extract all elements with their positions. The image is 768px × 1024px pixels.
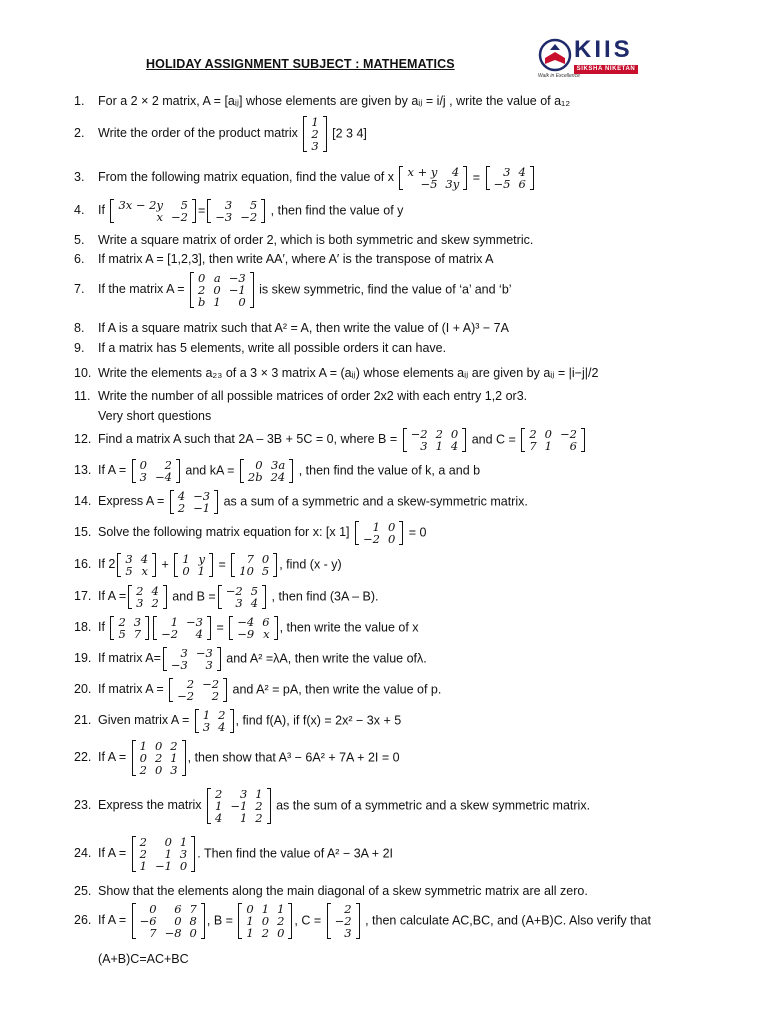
question-text: From the following matrix equation, find the value of x (98, 170, 394, 185)
question-5 (74, 233, 533, 248)
matrix-cell: 7 (246, 552, 254, 566)
question-tail: , then show that A³ − 6A² + 7A + 2I = 0 (187, 750, 400, 765)
matrix-cell: 2 (344, 902, 352, 916)
matrix-cell: −2 (202, 677, 220, 691)
question-text: Given matrix A = (98, 713, 190, 728)
question-text: If 2 (98, 557, 116, 572)
question-26-continuation: (A+B)C=AC+BC (98, 952, 189, 966)
matrix-cell: 2 (255, 811, 263, 825)
matrix-cell: 3 (224, 198, 233, 212)
matrix-cell: 2 (154, 751, 163, 765)
question-tail: and A² = pA, then write the value of p. (232, 682, 442, 697)
matrix-cell: −2 (410, 427, 428, 441)
question-number: 21. (74, 713, 92, 728)
question-tail: . Then find the value of A² − 3A + 2I (197, 846, 393, 861)
matrix-cell: y (198, 552, 205, 566)
matrix-cell: 0 (387, 532, 396, 546)
question-number: 9. (74, 341, 85, 355)
matrix-cell: 0 (174, 914, 182, 928)
question-11 (74, 389, 527, 404)
matrix (355, 521, 403, 545)
question-number: 19. (74, 651, 92, 666)
matrix-cell: −3 (193, 489, 211, 503)
matrix-cell: 1 (213, 295, 221, 309)
matrix-cell: 0 (149, 902, 157, 916)
matrix-cell: 6 (262, 615, 270, 629)
matrix-cell: 0 (387, 520, 396, 534)
question-number: 25. (74, 884, 92, 898)
matrix-cell: 3a (271, 458, 286, 472)
matrix (132, 740, 186, 776)
matrix-cell: 2 (139, 847, 147, 861)
section-subheading: Very short questions (98, 409, 212, 423)
question-number: 4. (74, 203, 85, 218)
matrix-cell: −3 (195, 646, 213, 660)
question-10 (74, 366, 598, 381)
matrix (207, 788, 271, 824)
matrix (327, 903, 360, 939)
matrix-cell: 5 (125, 564, 133, 578)
matrix-cell: −1 (230, 799, 248, 813)
matrix (231, 553, 277, 577)
matrix-cell: 2 (211, 689, 220, 703)
matrix-cell: 0 (189, 926, 197, 940)
matrix-cell: −3 (186, 615, 203, 629)
matrix-cell: 2 (529, 427, 537, 441)
matrix-cell: 2 (277, 914, 285, 928)
matrix-cell: 1 (261, 902, 270, 916)
matrix-cell: 2 (139, 763, 147, 777)
question-text: If A = (98, 589, 127, 604)
question-text: If A is a square matrix such that A² = A, then write the value of (I + A)³ − 7A (98, 321, 509, 335)
matrix-cell: 3 (180, 646, 188, 660)
book-shield-icon (538, 38, 572, 74)
question-number: 20. (74, 682, 92, 697)
question-text: Write the number of all possible matrices of order 2x2 with each entry 1,2 or3. (98, 389, 528, 403)
question-text: Solve the following matrix equation for x: [x 1] (98, 525, 350, 540)
matrix-cell: 0 (182, 564, 190, 578)
matrix-cell: −9 (237, 627, 255, 641)
matrix-cell: 3 (311, 139, 319, 153)
matrix-cell: 2 (118, 615, 126, 629)
matrix-cell: 1 (246, 926, 254, 940)
question-9 (74, 341, 446, 356)
matrix-cell: 7 (529, 439, 537, 453)
matrix-cell: −2 (177, 689, 195, 703)
matrix-cell: 0 (179, 859, 188, 873)
question-connector: , B = (206, 913, 233, 928)
question-number: 1. (74, 94, 85, 108)
question-25 (74, 884, 588, 899)
question-3 (74, 166, 536, 190)
matrix (163, 647, 221, 671)
matrix (403, 428, 467, 452)
matrix-cell: 5 (180, 198, 188, 212)
question-number: 24. (74, 846, 92, 861)
matrix-cell: 2 (186, 677, 195, 691)
question-number: 2. (74, 126, 85, 141)
question-20 (74, 678, 441, 702)
matrix (486, 166, 534, 190)
question-18 (74, 616, 419, 640)
matrix-cell: 5 (261, 564, 270, 578)
matrix-cell: 1 (246, 914, 254, 928)
question-text: If a matrix has 5 elements, write all possible orders it can have. (98, 341, 447, 355)
matrix (174, 553, 213, 577)
matrix-cell: x (156, 210, 163, 224)
matrix-cell: 6 (174, 902, 182, 916)
matrix (190, 272, 254, 308)
question-number: 14. (74, 494, 92, 509)
matrix-cell: 0 (139, 751, 147, 765)
question-tail: is skew symmetric, find the value of ‘a’ and ‘b’ (259, 282, 512, 297)
question-text: Write a square matrix of order 2, which is both symmetric and skew symmetric. (98, 233, 534, 247)
question-14 (74, 490, 528, 514)
question-2 (74, 116, 367, 152)
question-4: 4. If 3x − 2y 5 x −2 = 3 5 −3 −2 , then find the value of y (74, 198, 404, 224)
matrix-cell: 4 (140, 552, 149, 566)
question-text: If matrix A= (98, 651, 161, 666)
matrix-cell: 1 (202, 708, 211, 722)
matrix-cell: 7 (189, 902, 197, 916)
question-text: For a 2 × 2 matrix, A = [aᵢⱼ] whose elements are given by aᵢⱼ = i/j , write the value of a₁₂ (98, 94, 571, 108)
question-number: 17. (74, 589, 92, 604)
matrix-cell: 3 (170, 763, 178, 777)
matrix-cell: −4 (154, 470, 172, 484)
question-number: 6. (74, 252, 85, 266)
page-title: HOLIDAY ASSIGNMENT SUBJECT : MATHEMATICS (146, 57, 455, 71)
question-8 (74, 321, 509, 336)
matrix-cell: 3 (139, 470, 147, 484)
matrix-cell: 3 (344, 926, 352, 940)
question-text: Write the order of the product matrix (98, 126, 298, 141)
matrix (110, 199, 196, 223)
question-number: 5. (74, 233, 85, 247)
matrix-cell: 4 (151, 584, 159, 598)
matrix-cell: −2 (161, 627, 179, 641)
question-tail: , then find (3A – B). (271, 589, 379, 604)
logo-band: SIKSHA NIKETAN (574, 65, 638, 74)
matrix (170, 490, 218, 514)
matrix (303, 116, 326, 152)
matrix-cell: 1 (139, 859, 147, 873)
matrix-cell: 5 (118, 627, 126, 641)
matrix (195, 709, 234, 733)
matrix-cell: −3 (228, 271, 246, 285)
question-text: Express the matrix (98, 798, 202, 813)
question-text: Find a matrix A such that 2A – 3B + 5C = 0, where B = (98, 432, 398, 447)
matrix-cell: 0 (154, 763, 163, 777)
matrix-cell: 0 (246, 902, 254, 916)
matrix-cell: x (141, 564, 149, 578)
equals-sign: = (472, 170, 481, 185)
matrix-cell: −2 (225, 584, 243, 598)
question-number: 15. (74, 525, 92, 540)
plus-sign: + (161, 557, 169, 572)
matrix-cell: 4 (177, 489, 186, 503)
matrix (132, 459, 180, 483)
question-text: Express A = (98, 494, 165, 509)
matrix-cell: −3 (170, 658, 188, 672)
matrix-cell: 1 (179, 835, 188, 849)
matrix (110, 616, 149, 640)
matrix-cell: 1 (239, 811, 248, 825)
question-text: If A = (98, 913, 127, 928)
question-text: Write the elements a₂₃ of a 3 × 3 matrix A = (aᵢⱼ) whose elements aᵢⱼ are given by aᵢⱼ = |i−j|/2 (98, 366, 599, 380)
question-number: 26. (74, 913, 92, 928)
matrix-cell: 2 (198, 283, 206, 297)
matrix-cell: −2 (240, 210, 258, 224)
matrix (229, 616, 277, 640)
question-13 (74, 459, 480, 483)
matrix-cell: 4 (218, 720, 226, 734)
matrix-cell: 4 (195, 627, 203, 641)
matrix-cell: 4 (250, 596, 259, 610)
matrix-cell: −6 (139, 914, 157, 928)
matrix-cell: −1 (228, 283, 246, 297)
question-text: If A = (98, 750, 127, 765)
matrix-cell: 0 (255, 458, 263, 472)
matrix-cell: 5 (249, 198, 258, 212)
matrix-cell: 0 (198, 271, 206, 285)
matrix-cell: 1 (311, 115, 319, 129)
matrix-cell: x + y (407, 165, 438, 179)
matrix-cell: 2 (151, 596, 159, 610)
matrix-cell: 7 (149, 926, 157, 940)
matrix-cell: 24 (270, 470, 286, 484)
matrix-cell: 0 (544, 427, 552, 441)
equals-sign: = (218, 557, 226, 572)
matrix (399, 166, 467, 190)
matrix-cell: −2 (560, 427, 577, 441)
matrix-cell: 1 (164, 847, 172, 861)
matrix-cell: b (197, 295, 206, 309)
matrix-cell: 3 (179, 847, 188, 861)
question-number: 23. (74, 798, 92, 813)
matrix (117, 553, 156, 577)
matrix-cell: 1 (372, 520, 380, 534)
question-text: If (98, 620, 105, 635)
school-logo (538, 38, 642, 82)
question-23 (74, 788, 590, 824)
matrix-cell: 3 (239, 787, 248, 801)
matrix (238, 903, 292, 939)
matrix-cell: 7 (133, 627, 142, 641)
matrix-cell: −8 (164, 926, 182, 940)
question-15 (74, 521, 427, 545)
matrix-cell: −2 (334, 914, 352, 928)
matrix-cell: 0 (261, 552, 270, 566)
matrix (218, 585, 266, 609)
question-connector: and kA = (185, 463, 235, 478)
matrix-cell: −4 (237, 615, 255, 629)
question-text: If matrix A = [1,2,3], then write AA′, where A′ is the transpose of matrix A (98, 252, 494, 266)
question-text: If matrix A = (98, 682, 164, 697)
matrix-cell: 2 (215, 787, 223, 801)
question-number: 8. (74, 321, 85, 335)
equals-sign: = (216, 620, 224, 635)
matrix-cell: 3 (133, 615, 142, 629)
matrix-cell: 0 (164, 835, 172, 849)
matrix (128, 585, 167, 609)
question-17 (74, 585, 379, 609)
matrix (132, 836, 196, 872)
question-6 (74, 252, 494, 267)
matrix-cell: 1 (544, 439, 552, 453)
matrix-cell: 3 (503, 165, 511, 179)
matrix-cell: 0 (450, 427, 459, 441)
question-number: 18. (74, 620, 92, 635)
matrix-cell: 0 (277, 926, 285, 940)
question-number: 11. (74, 389, 91, 403)
row-matrix: [2 3 4] (332, 126, 367, 141)
matrix-cell: −5 (420, 177, 438, 191)
matrix-cell: −1 (154, 859, 172, 873)
question-text: Show that the elements along the main diagonal of a skew symmetric matrix are all zero. (98, 884, 588, 898)
matrix (153, 616, 211, 640)
matrix-cell: 2 (435, 427, 443, 441)
matrix (521, 428, 585, 452)
question-tail: , find (x - y) (279, 557, 342, 572)
matrix-cell: 1 (182, 552, 190, 566)
matrix-cell: x (263, 627, 270, 641)
matrix-cell: 3y (445, 177, 460, 191)
matrix-cell: −2 (363, 532, 380, 546)
matrix-cell: 5 (250, 584, 259, 598)
matrix-cell: 2 (218, 708, 226, 722)
question-1 (74, 94, 570, 109)
matrix-cell: 4 (450, 439, 459, 453)
logo-text: KIIS (574, 36, 633, 63)
matrix-cell: −2 (171, 210, 188, 224)
matrix-cell: a (213, 271, 221, 285)
question-22 (74, 740, 400, 776)
question-number: 22. (74, 750, 92, 765)
matrix-cell: 3 (202, 720, 211, 734)
matrix (207, 199, 265, 223)
matrix-cell: 3x − 2y (118, 198, 163, 212)
matrix-cell: 0 (154, 739, 163, 753)
matrix-cell: 1 (277, 902, 285, 916)
logo-tagline: Walk in Excellence (538, 73, 580, 79)
question-connector: , C = (294, 913, 322, 928)
question-tail: , find f(A), if f(x) = 2x² − 3x + 5 (235, 713, 402, 728)
matrix-cell: 6 (569, 439, 577, 453)
question-16 (74, 553, 342, 577)
matrix-cell: 2 (311, 127, 319, 141)
matrix-cell: 1 (197, 564, 205, 578)
matrix-cell: 2 (261, 926, 270, 940)
matrix-cell: 0 (139, 458, 147, 472)
matrix-cell: 10 (239, 564, 254, 578)
question-text: If the matrix A = (98, 282, 185, 297)
matrix-cell: 2 (164, 458, 172, 472)
matrix-cell: 4 (215, 811, 223, 825)
matrix-cell: 1 (170, 751, 178, 765)
matrix-cell: 8 (189, 914, 197, 928)
matrix-cell: 0 (238, 295, 246, 309)
question-number: 3. (74, 170, 85, 185)
matrix-cell: 6 (518, 177, 526, 191)
question-connector: and C = (471, 432, 516, 447)
matrix-cell: 1 (170, 615, 179, 629)
matrix-cell: 2 (139, 835, 147, 849)
question-number: 13. (74, 463, 92, 478)
matrix-cell: 2b (247, 470, 263, 484)
question-number: 16. (74, 557, 92, 572)
question-number: 12. (74, 432, 92, 447)
matrix-cell: −3 (215, 210, 233, 224)
matrix-cell: −5 (493, 177, 511, 191)
question-number: 7. (74, 282, 85, 297)
question-7 (74, 272, 512, 308)
question-tail: as the sum of a symmetric and a skew symmetric matrix. (276, 798, 591, 813)
matrix-cell: −1 (193, 501, 211, 515)
matrix-cell: 3 (205, 658, 213, 672)
question-21 (74, 709, 401, 733)
matrix (240, 459, 293, 483)
question-text: If (98, 203, 105, 218)
matrix-cell: 3 (420, 439, 428, 453)
question-tail: , then find the value of y (270, 203, 404, 218)
question-tail: , then write the value of x (279, 620, 419, 635)
matrix-cell: 1 (139, 739, 147, 753)
matrix (169, 678, 227, 702)
question-tail: as a sum of a symmetric and a skew-symmetric matrix. (223, 494, 528, 509)
question-12 (74, 428, 587, 452)
matrix-cell: 2 (170, 739, 178, 753)
matrix-cell: 1 (215, 799, 223, 813)
matrix-cell: 4 (451, 165, 460, 179)
matrix-cell: 2 (255, 799, 263, 813)
matrix-cell: 4 (518, 165, 526, 179)
question-tail: = 0 (408, 525, 427, 540)
matrix-cell: 1 (255, 787, 263, 801)
question-tail: , then calculate AC,BC, and (A+B)C. Also verify that (365, 913, 651, 928)
matrix-cell: 3 (235, 596, 243, 610)
matrix-cell: 2 (177, 501, 186, 515)
question-24 (74, 836, 393, 872)
question-connector: and B = (172, 589, 216, 604)
question-tail: and A² =λA, then write the value ofλ. (226, 651, 427, 666)
question-text: If A = (98, 846, 127, 861)
question-text: If A = (98, 463, 127, 478)
matrix-cell: 1 (435, 439, 443, 453)
matrix-cell: 0 (213, 283, 221, 297)
question-tail: , then find the value of k, a and b (298, 463, 481, 478)
matrix-cell: 2 (136, 584, 144, 598)
question-number: 10. (74, 366, 92, 380)
matrix (132, 903, 205, 939)
matrix-cell: 0 (261, 914, 270, 928)
question-26 (74, 903, 651, 939)
matrix-cell: 3 (125, 552, 133, 566)
question-19 (74, 647, 427, 671)
matrix-cell: 3 (136, 596, 144, 610)
